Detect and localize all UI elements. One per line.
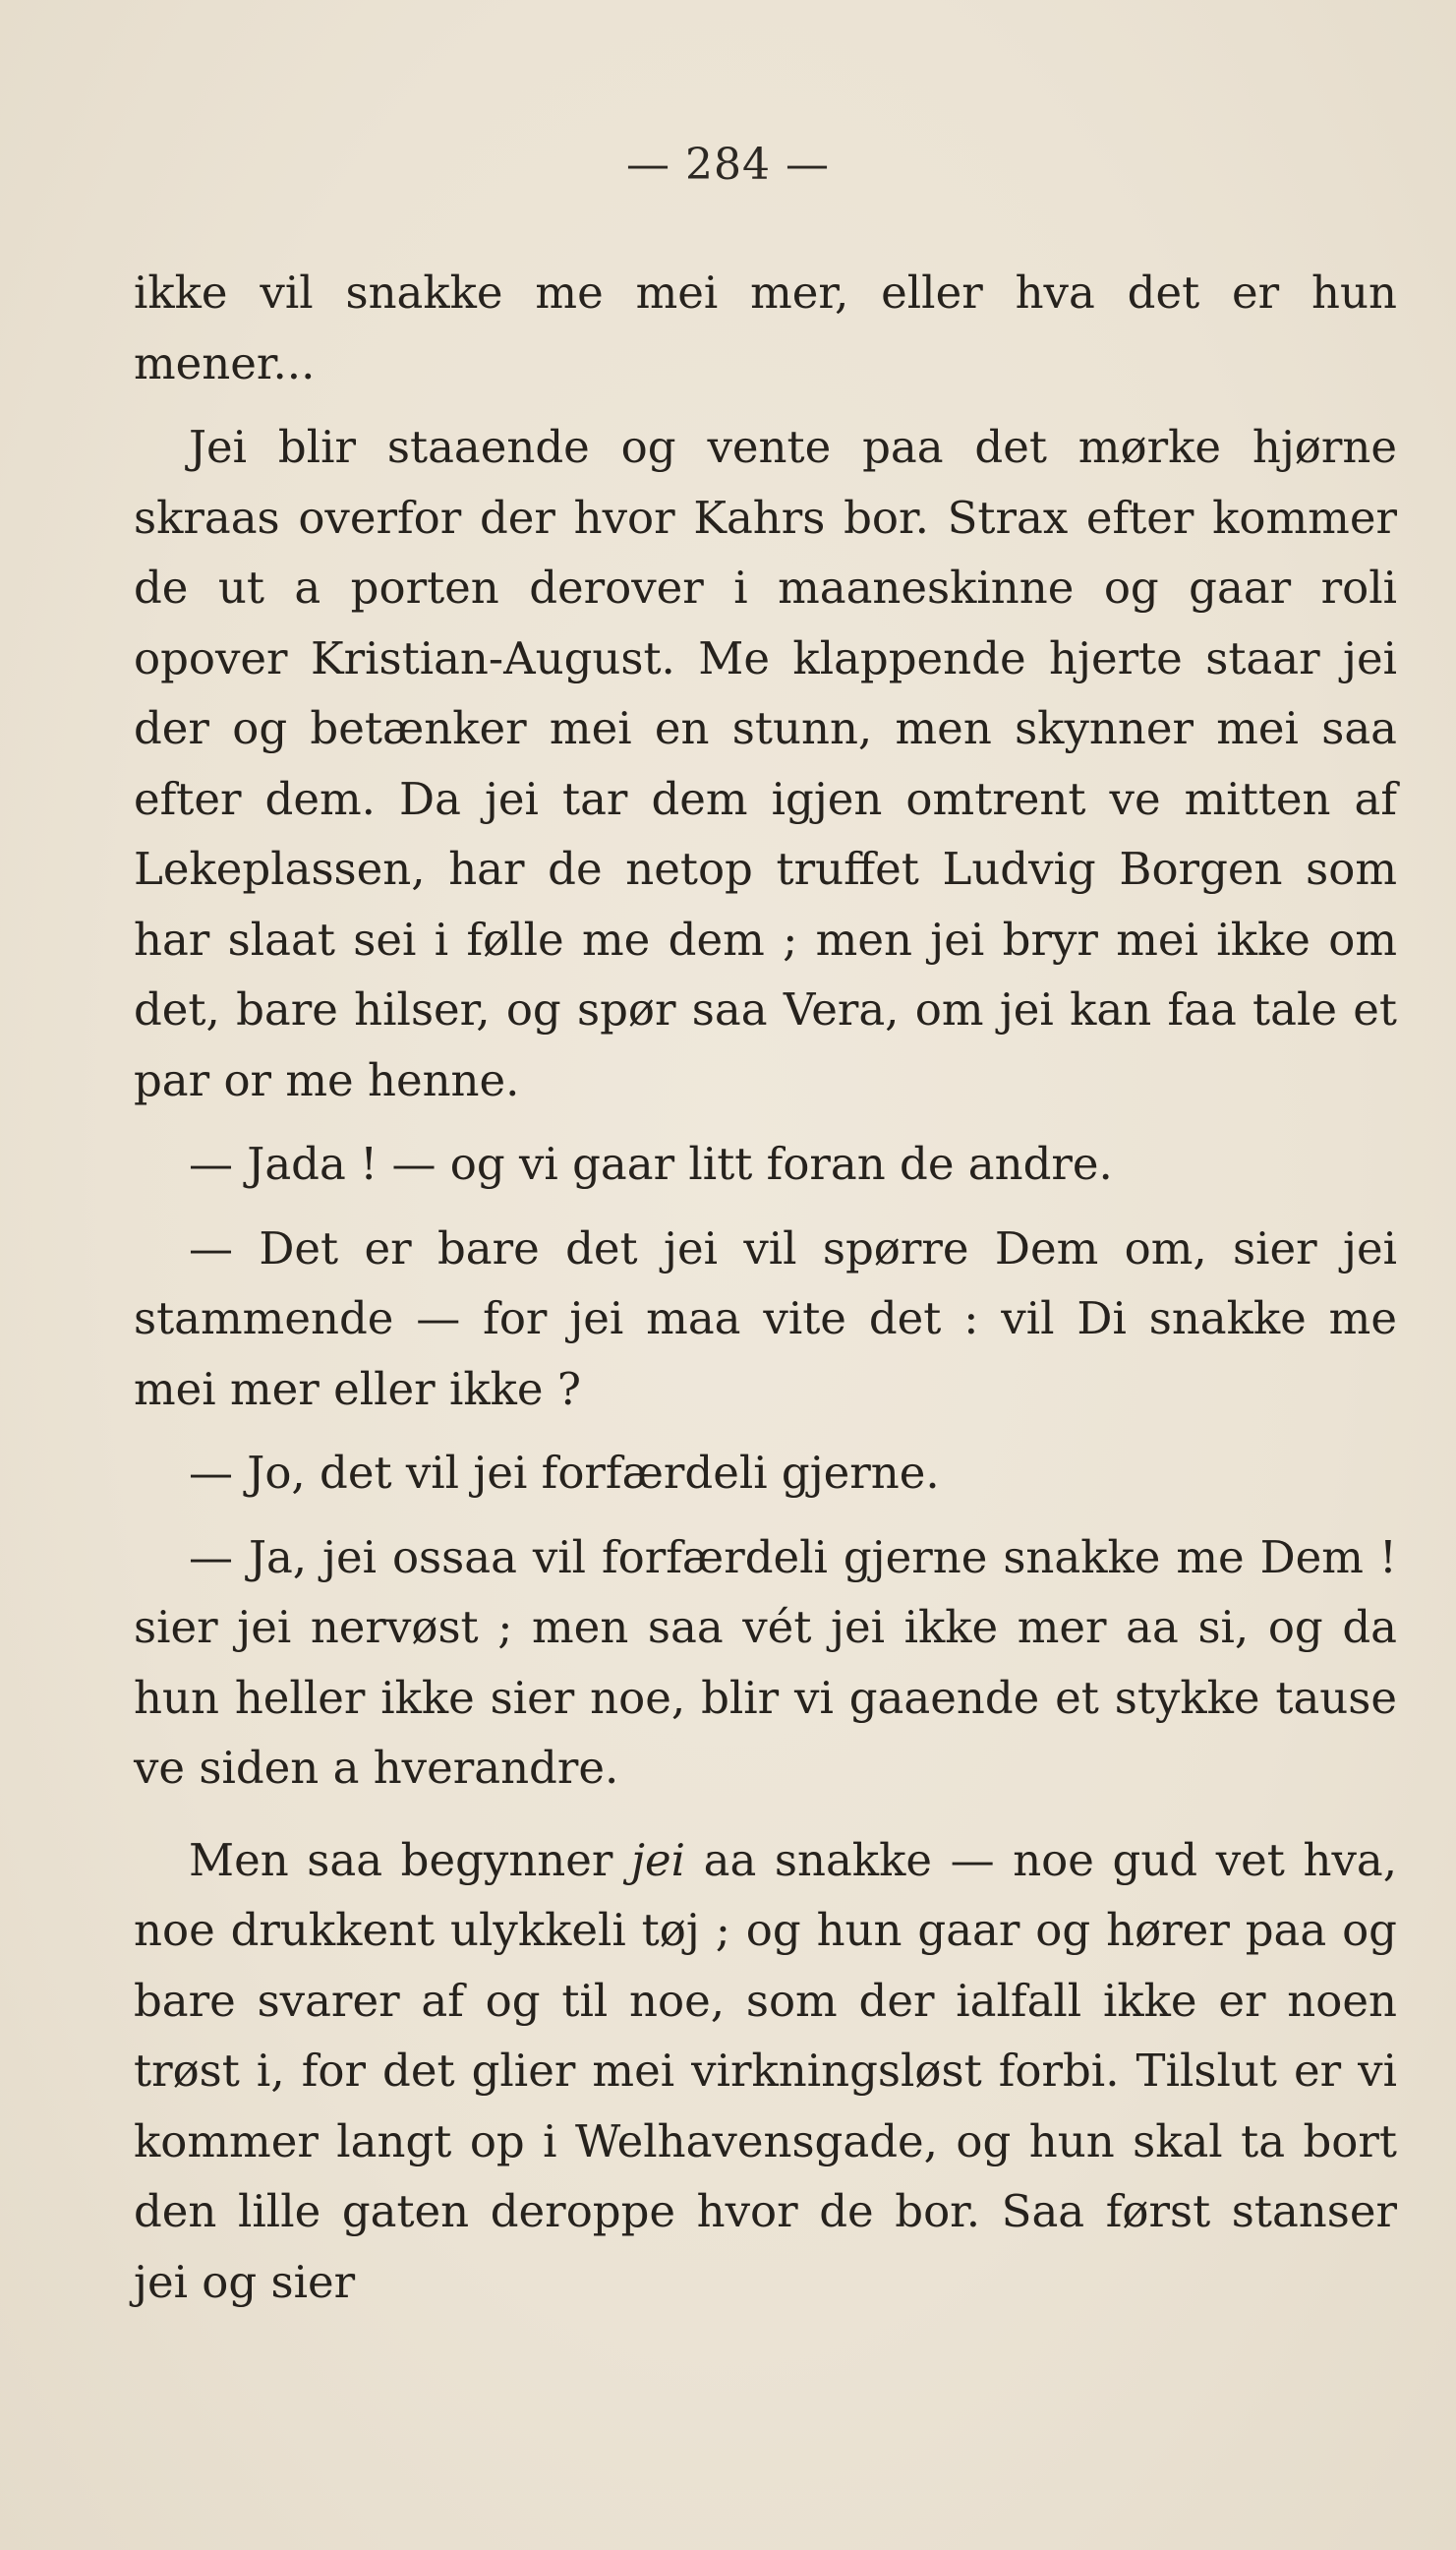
- body-text: [134, 258, 1397, 2317]
- paragraph-3: — Jada ! — og vi gaar litt foran de andre.: [189, 1138, 1113, 1190]
- paragraph-7-emphasis: jei: [631, 1833, 686, 1886]
- paragraph-5: — Jo, det vil jei forfærdeli gjerne.: [189, 1447, 940, 1499]
- paragraph-7-start: Men saa begynner: [189, 1833, 632, 1886]
- paragraph-2: Jei blir staaende og vente paa det mørke hjørne skraas overfor der hvor Kahrs bor. Strax efter kommer de ut a porten derover i maaneskinne og gaar roli opover Kristian-August. Me klappende hjerte staar jei der og betænker mei en stunn, men skynner mei saa efter dem. Da jei tar dem igjen omtrent ve mitten af Lekeplassen, har de netop truffet Ludvig Borgen som har slaat sei i følle me dem ; men jei bryr mei ikke om det, bare hilser, og spør saa Vera, om jei kan faa tale et par or me henne.: [134, 421, 1397, 1106]
- paragraph-6: — Ja, jei ossaa vil forfærdeli gjerne snakke me Dem ! sier jei nervøst ; men saa vét jei ikke mer aa si, og da hun heller ikke sier noe, blir vi gaaende et stykke tause ve siden a hverandre.: [134, 1530, 1397, 1794]
- paragraph-4: — Det er bare det jei vil spørre Dem om, sier jei stammende — for jei maa vite det : vil Di snakke me mei mer eller ikke ?: [134, 1221, 1397, 1415]
- page-number: — 284 —: [626, 140, 830, 190]
- paragraph-7: [134, 1825, 1397, 2318]
- paragraph-7-rest: aa snakke — noe gud vet hva, noe drukkent ulykkeli tøj ; og hun gaar og hører paa og bare svarer af og til noe, som der ialfall ikke er noen trøst i, for det glier mei virkningsløst forbi. Tilslut er vi kommer langt op i Welhavensgade, og hun skal ta bort den lille gaten deroppe hvor de bor. Saa først stanser jei og sier: [134, 1833, 1397, 2308]
- paragraph-1: ikke vil snakke me mei mer, eller hva det er hun mener...: [134, 267, 1397, 389]
